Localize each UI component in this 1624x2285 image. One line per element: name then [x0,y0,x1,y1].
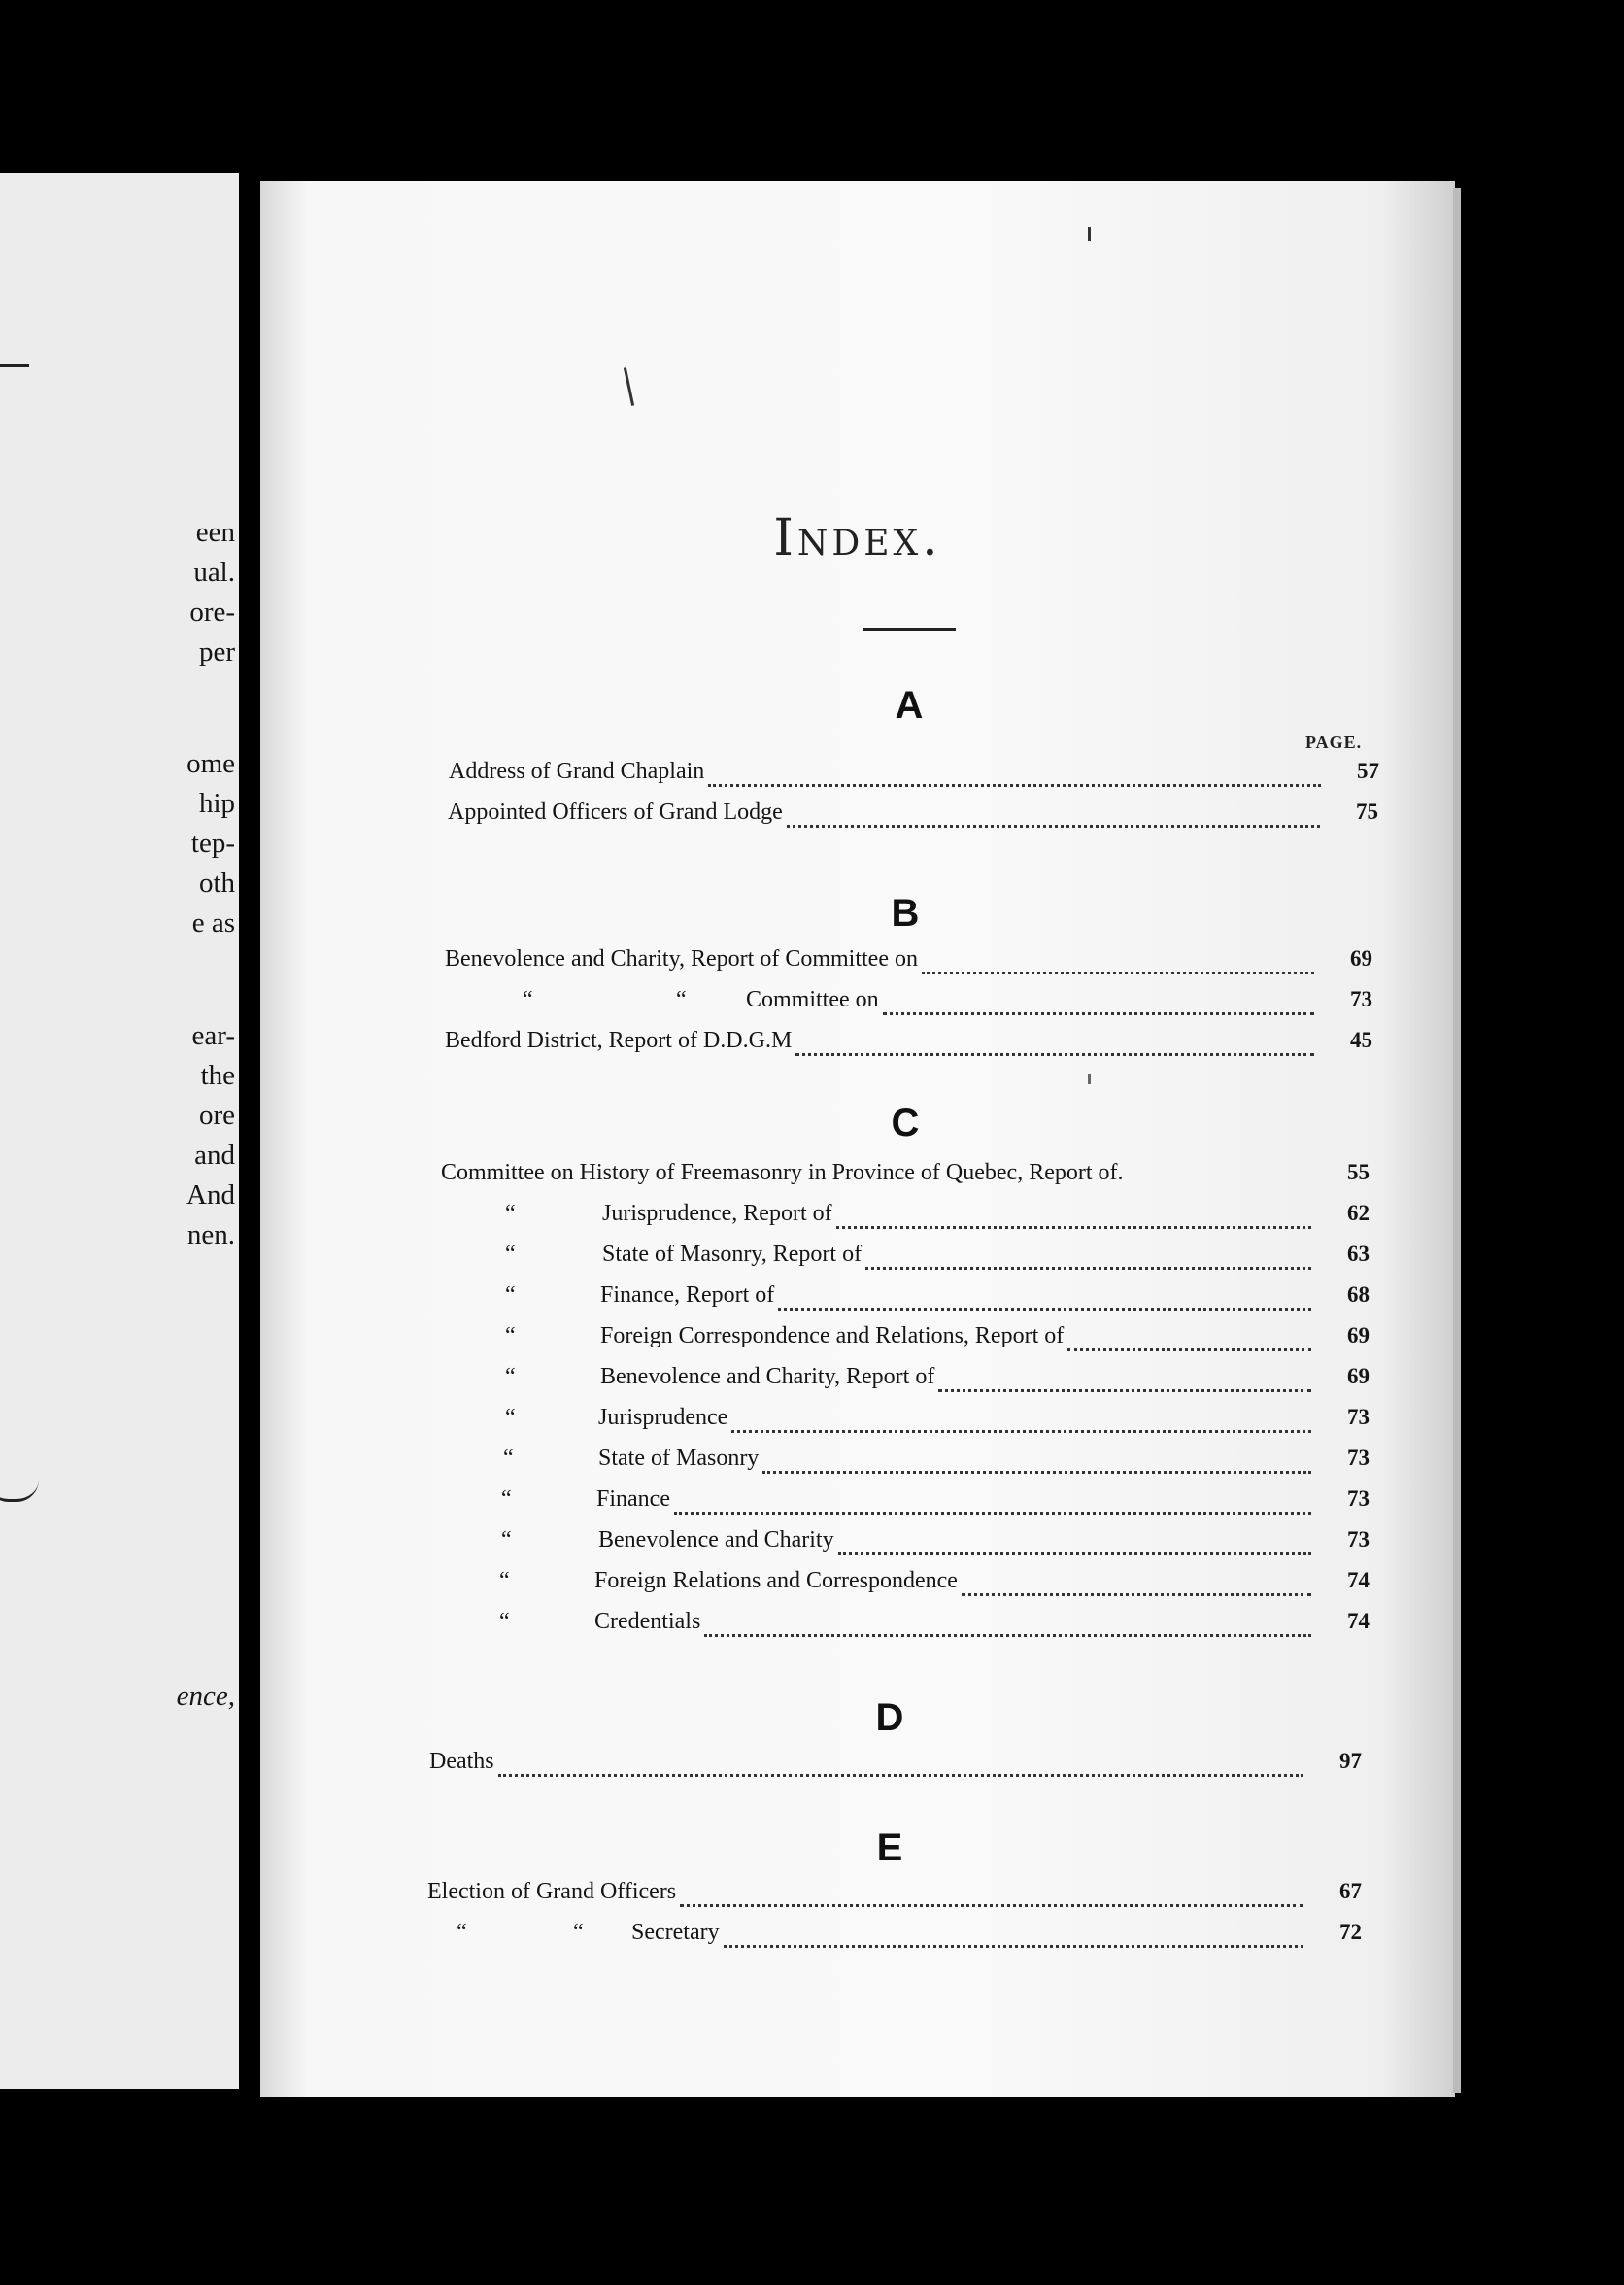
ditto-mark: “ [505,1405,516,1430]
dot-leader [787,825,1320,828]
ditto-mark: “ [573,1920,584,1945]
entry-page: 69 [1350,946,1372,971]
ditto-mark: “ [499,1609,510,1634]
ditto-mark: “ [499,1568,510,1593]
index-page [260,181,1455,2097]
text-fragment: And [186,1179,235,1211]
entry-label: Benevolence and Charity [598,1527,834,1552]
index-entry [499,1568,1370,1607]
ditto-mark: “ [505,1364,516,1389]
text-fragment: e as [191,907,235,938]
dot-leader [865,1267,1311,1270]
entry-page: 55 [1347,1160,1370,1184]
dot-leader [724,1945,1303,1948]
text-fragment: een [195,517,235,548]
ink-mark [624,367,634,406]
text-fragment: ence, [176,1681,235,1712]
dot-leader [922,972,1314,974]
section-letter-e: E [876,1826,903,1869]
ink-mark [1088,1074,1091,1084]
ditto-mark: “ [505,1242,516,1267]
dot-leader [674,1512,1311,1515]
entry-page: 45 [1350,1028,1372,1052]
dot-leader [795,1053,1314,1056]
page-edge [1453,188,1461,2093]
index-entry [441,1160,1370,1199]
entry-label: Committee on History of Freemasonry in Province of Quebec, Report of. [441,1160,1124,1185]
entry-label: Committee on [746,987,879,1012]
entry-label: Foreign Correspondence and Relations, Report of [600,1323,1065,1348]
text-fragment: ome [186,748,235,779]
index-entry [523,987,1372,1026]
text-fragment: ore [198,1100,235,1131]
index-entry [503,1446,1370,1484]
ornament [0,1480,39,1502]
entry-page: 74 [1347,1568,1370,1592]
ditto-mark: “ [676,987,687,1012]
entry-page: 73 [1350,987,1372,1011]
entry-label: Finance [596,1486,670,1512]
entry-label: Appointed Officers of Grand Lodge [448,800,783,825]
ditto-mark: “ [505,1201,516,1226]
ditto-mark: “ [501,1486,512,1512]
index-entry [429,1749,1362,1788]
index-entry [505,1364,1370,1403]
dot-leader [836,1226,1311,1229]
text-fragment: the [200,1060,235,1091]
dot-leader [680,1904,1303,1907]
text-fragment: tep- [190,828,235,859]
entry-label: Finance, Report of [600,1282,775,1308]
ditto-mark: “ [457,1920,467,1945]
entry-label: Benevolence and Charity, Report of [600,1364,935,1389]
index-entry [448,800,1378,838]
entry-page: 73 [1347,1405,1370,1429]
page-column-heading: PAGE. [1305,733,1363,752]
entry-page: 57 [1357,759,1379,783]
dot-leader [708,784,1321,787]
dot-leader [962,1593,1311,1596]
dot-leader [731,1430,1311,1433]
dot-leader [1067,1348,1311,1351]
index-entry [505,1242,1370,1280]
entry-label: Credentials [594,1609,701,1634]
index-entry [505,1201,1370,1240]
entry-label: Secretary [631,1920,720,1945]
index-entry [505,1323,1370,1362]
previous-page-fragment [0,173,239,2089]
dot-leader [838,1552,1311,1555]
entry-page: 97 [1339,1749,1362,1773]
text-fragment: per [198,636,235,667]
ditto-mark: “ [523,987,533,1012]
index-entry [505,1282,1370,1321]
ditto-mark: “ [505,1323,516,1348]
index-entry [449,759,1379,798]
dot-leader [704,1634,1311,1637]
entry-page: 68 [1347,1282,1370,1307]
entry-page: 72 [1339,1920,1362,1944]
dot-leader [938,1389,1311,1392]
entry-label: Election of Grand Officers [427,1879,677,1904]
entry-page: 73 [1347,1446,1370,1470]
index-entry [445,1028,1372,1067]
entry-label: Jurisprudence, Report of [602,1201,832,1226]
text-fragment: ear- [191,1020,235,1051]
entry-page: 73 [1347,1486,1370,1511]
entry-label: Jurisprudence [598,1405,728,1430]
entry-page: 63 [1347,1242,1370,1266]
dot-leader [1128,1185,1311,1188]
ditto-mark: “ [503,1446,514,1471]
entry-label: State of Masonry, Report of [602,1242,863,1267]
entry-page: 67 [1339,1879,1362,1903]
index-entry [445,946,1372,985]
entry-label: Bedford District, Report of D.D.G.M [445,1028,793,1053]
section-letter-d: D [875,1696,904,1739]
index-entry [501,1527,1370,1566]
index-entry [505,1405,1370,1444]
entry-label: Deaths [429,1749,494,1774]
ditto-mark: “ [505,1282,516,1308]
index-entry [427,1879,1362,1918]
index-entry [501,1486,1370,1525]
entry-label: Foreign Relations and Correspondence [594,1568,958,1593]
entry-label: Benevolence and Charity, Report of Committee on [445,946,918,972]
entry-page: 73 [1347,1527,1370,1552]
entry-label: Address of Grand Chaplain [449,759,705,784]
dot-leader [762,1471,1311,1474]
section-letter-c: C [891,1102,920,1144]
page-title: Index. [773,509,942,567]
text-fragment: ual. [193,557,235,588]
ink-mark [1088,227,1091,241]
entry-page: 74 [1347,1609,1370,1633]
text-fragment: ore- [189,597,235,628]
section-letter-a: A [895,684,924,727]
entry-label: State of Masonry [598,1446,760,1471]
dot-leader [498,1774,1303,1777]
text-fragment: and [194,1140,235,1171]
entry-page: 62 [1347,1201,1370,1225]
text-fragment: nen. [186,1219,235,1250]
entry-page: 69 [1347,1323,1370,1347]
entry-page: 69 [1347,1364,1370,1388]
text-fragment: hip [198,788,235,819]
title-rule [863,628,956,631]
dot-leader [883,1012,1314,1015]
section-rule [0,364,29,367]
index-entry [499,1609,1370,1648]
index-entry [457,1920,1362,1959]
dot-leader [778,1308,1311,1311]
section-letter-b: B [891,892,920,935]
text-fragment: oth [198,868,235,899]
entry-page: 75 [1356,800,1378,824]
ditto-mark: “ [501,1527,512,1552]
